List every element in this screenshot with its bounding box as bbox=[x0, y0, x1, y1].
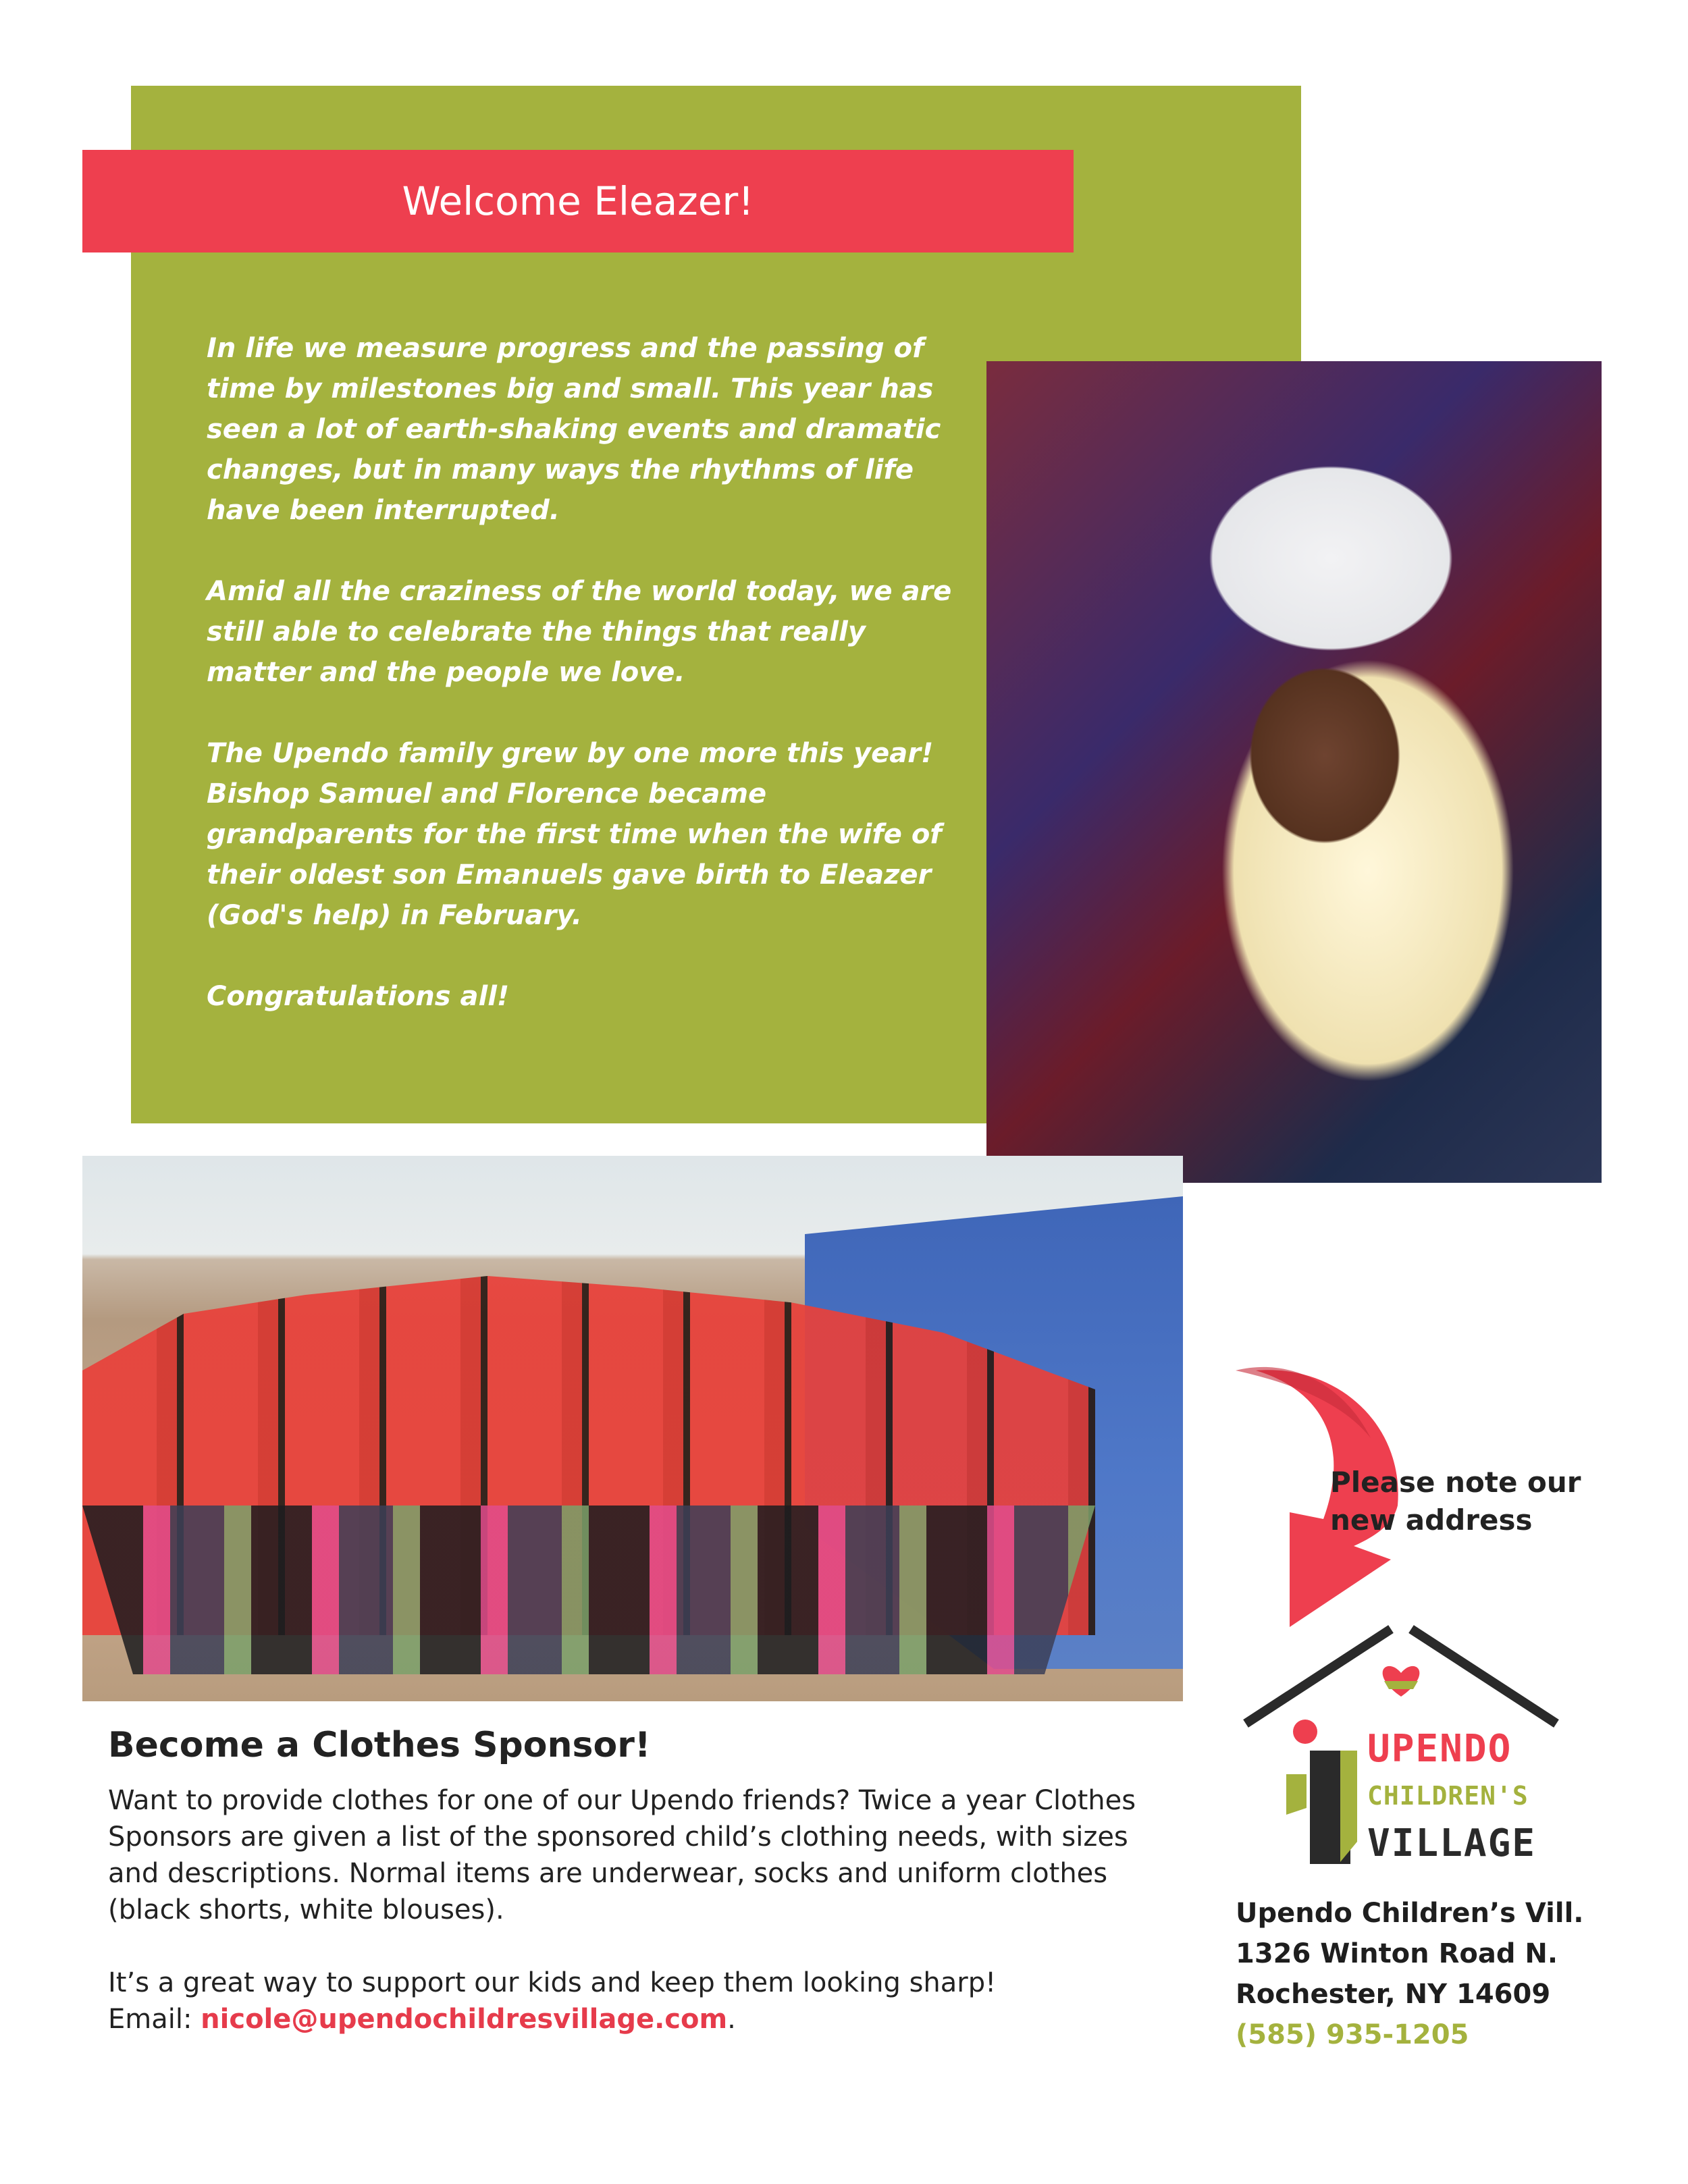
mailing-address bbox=[1236, 1893, 1668, 2055]
logo-word-village: VILLAGE bbox=[1367, 1821, 1537, 1865]
sponsor-email-line bbox=[108, 2001, 1161, 2037]
letter-paragraph: Congratulations all! bbox=[207, 981, 510, 1012]
letter-paragraph: In life we measure progress and the passing of time by milestones big and small. This year has seen a lot of earth-shaking events and dramatic changes, but in many ways the rhythms of life have been interrupted. bbox=[207, 333, 941, 526]
sponsor-paragraph: Want to provide clothes for one of our Upendo friends? Twice a year Clothes Sponsors are given a list of the sponsored child’s clothing needs, with sizes and descriptions. Normal items are underwear, socks and uniform clothes (black shorts, white blouses). bbox=[108, 1785, 1136, 1925]
sponsor-heading: Become a Clothes Sponsor! bbox=[108, 1725, 651, 1765]
email-label: Email: bbox=[108, 2004, 201, 2035]
address-name: Upendo Children’s Vill. bbox=[1236, 1898, 1584, 1929]
logo-word-childrens: CHILDREN'S bbox=[1367, 1781, 1529, 1811]
upendo-logo bbox=[1239, 1619, 1563, 1875]
address-street: 1326 Winton Road N. bbox=[1236, 1938, 1558, 1969]
baby-photo bbox=[986, 361, 1602, 1183]
address-city: Rochester, NY 14609 bbox=[1236, 1979, 1551, 2010]
sponsor-body bbox=[108, 1782, 1161, 2037]
children-clothing bbox=[82, 1506, 1095, 1674]
welcome-letter bbox=[207, 328, 963, 1057]
address-note-line: new address bbox=[1330, 1503, 1533, 1537]
logo-word-upendo: UPENDO bbox=[1367, 1727, 1512, 1771]
address-note bbox=[1330, 1464, 1641, 1539]
address-note-line: Please note our bbox=[1330, 1466, 1581, 1499]
letter-paragraph: Amid all the craziness of the world today, we are still able to celebrate the things that really matter and the people we love. bbox=[207, 576, 952, 688]
kids-photo bbox=[82, 1156, 1183, 1701]
address-phone[interactable]: (585) 935-1205 bbox=[1236, 2019, 1469, 2050]
sponsor-email-link[interactable]: nicole@upendochildresvillage.com bbox=[201, 2004, 728, 2035]
letter-paragraph: The Upendo family grew by one more this year! Bishop Samuel and Florence became grandparents for the first time when the wife of their oldest son Emanuels gave birth to Eleazer (God's help) in February. bbox=[207, 738, 942, 931]
welcome-title: Welcome Eleazer! bbox=[82, 150, 1074, 252]
sponsor-paragraph: It’s a great way to support our kids and keep them looking sharp! bbox=[108, 1967, 997, 1998]
email-suffix: . bbox=[727, 2004, 736, 2035]
